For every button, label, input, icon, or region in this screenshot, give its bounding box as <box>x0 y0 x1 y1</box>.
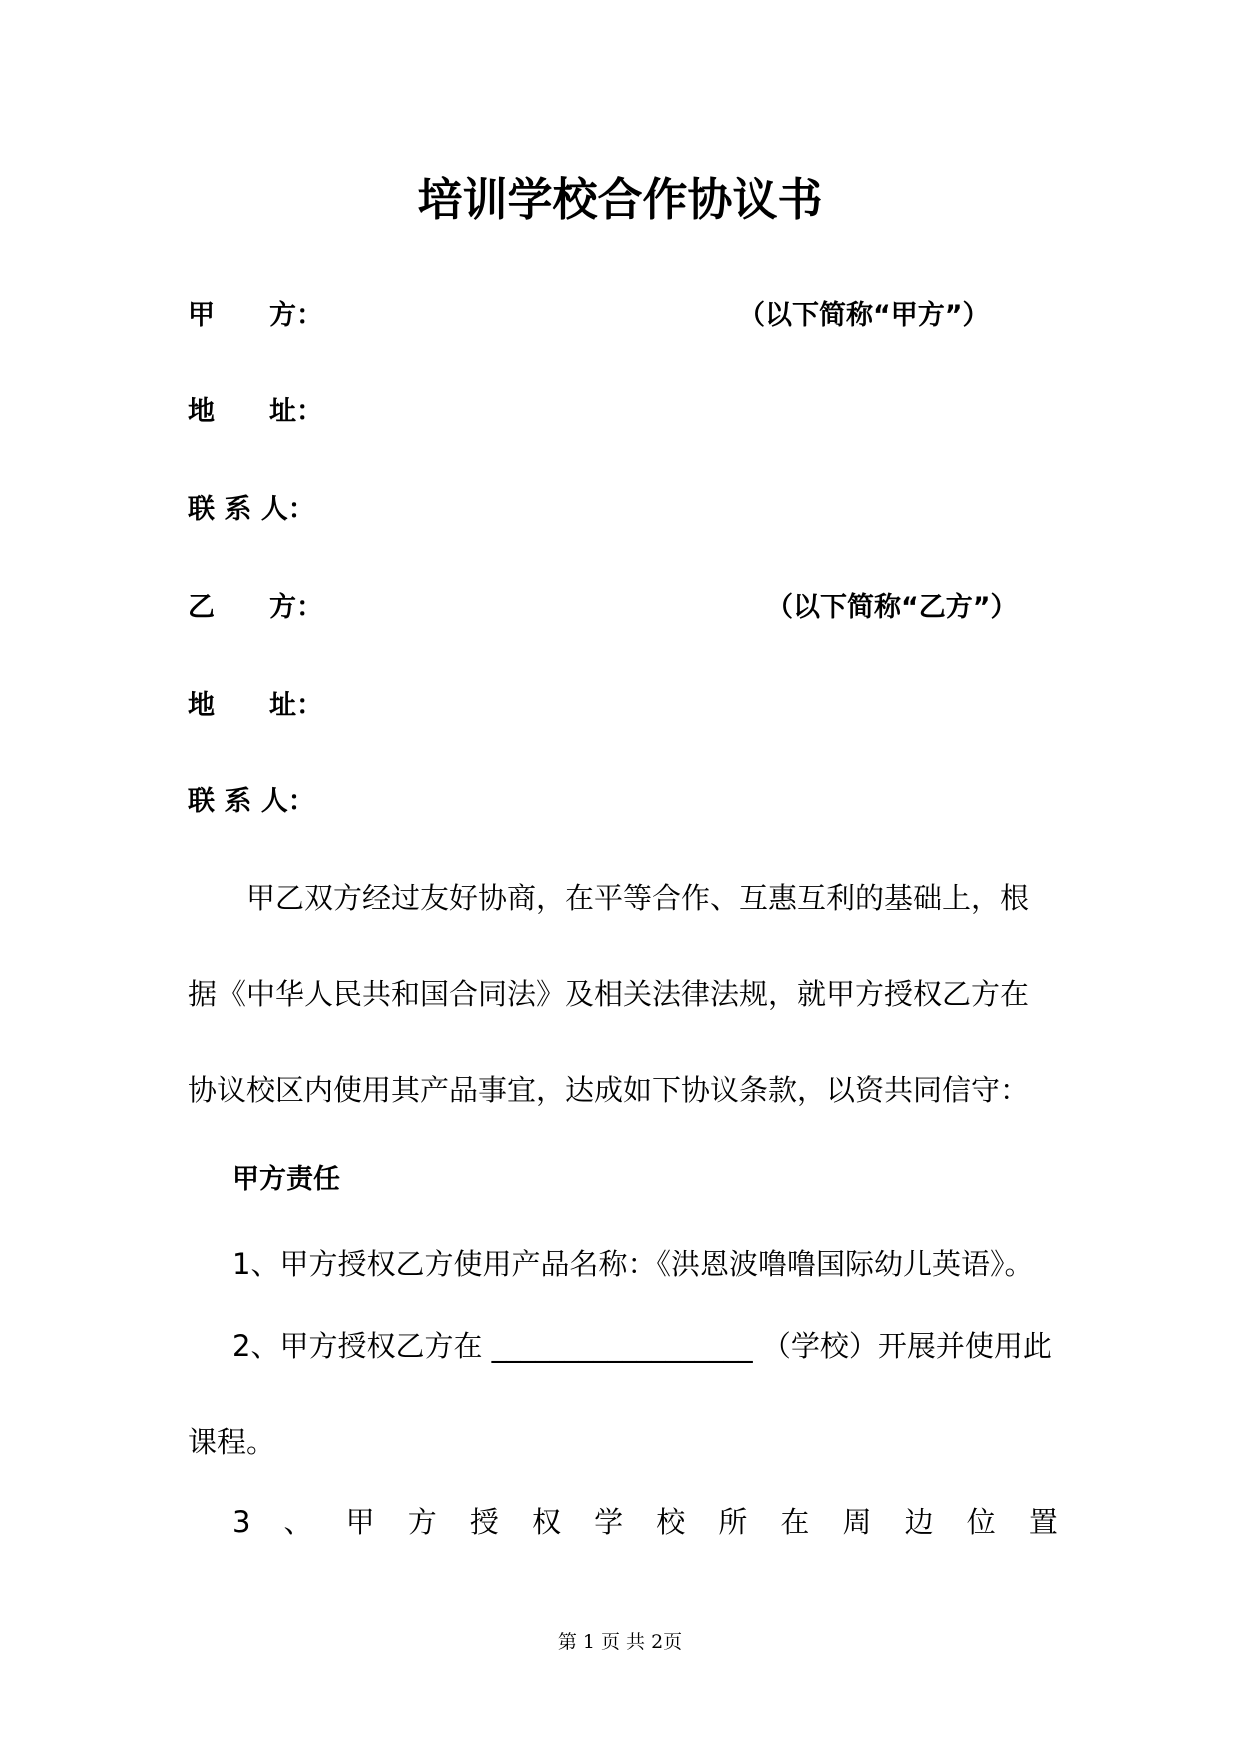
clause-1: 1、甲方授权乙方使用产品名称：《洪恩波噜噜国际幼儿英语》。 <box>232 1247 1034 1281</box>
document-title: 培训学校合作协议书 <box>417 173 823 226</box>
clause-3-char: 、 <box>283 1505 313 1539</box>
intro-line-1: 甲乙双方经过友好协商，在平等合作、互惠互利的基础上，根 <box>188 881 1030 915</box>
clause-3-char: 在 <box>780 1505 810 1539</box>
clause-3-char: 置 <box>1028 1505 1058 1539</box>
intro-line-2: 据《中华人民共和国合同法》及相关法律法规，就甲方授权乙方在 <box>188 977 1030 1011</box>
party-b-address-label: 地 址： <box>188 690 323 721</box>
clause-3-char: 周 <box>842 1505 872 1539</box>
clause-3 <box>232 1502 1058 1542</box>
party-a-note: （以下简称“甲方”） <box>738 300 990 331</box>
section-heading: 甲方责任 <box>232 1164 340 1195</box>
party-a-label: 甲 方： <box>188 300 323 331</box>
clause-2: 2、甲方授权乙方在 __________________ （学校）开展并使用此 <box>232 1329 1052 1363</box>
page-footer: 第 1 页 共 2页 <box>557 1631 683 1653</box>
clause-3-char: 学 <box>594 1505 624 1539</box>
party-b-contact-label: 联 系 人： <box>188 786 315 817</box>
clause-3-char: 甲 <box>345 1505 375 1539</box>
clause-3-char: 校 <box>656 1505 686 1539</box>
clause-3-char: 3 <box>232 1505 251 1539</box>
party-b-note: （以下简称“乙方”） <box>766 592 1018 623</box>
party-a-address-label: 地 址： <box>188 396 323 427</box>
party-b-label: 乙 方： <box>188 592 323 623</box>
clause-3-char: 权 <box>531 1505 561 1539</box>
clause-3-char: 位 <box>966 1505 996 1539</box>
clause-2-continued: 课程。 <box>188 1425 276 1459</box>
clause-3-char: 所 <box>718 1505 748 1539</box>
intro-line-3: 协议校区内使用其产品事宜，达成如下协议条款，以资共同信守： <box>188 1073 1030 1107</box>
clause-3-char: 方 <box>407 1505 437 1539</box>
clause-3-char: 边 <box>904 1505 934 1539</box>
clause-3-char: 授 <box>469 1505 499 1539</box>
party-a-contact-label: 联 系 人： <box>188 494 315 525</box>
